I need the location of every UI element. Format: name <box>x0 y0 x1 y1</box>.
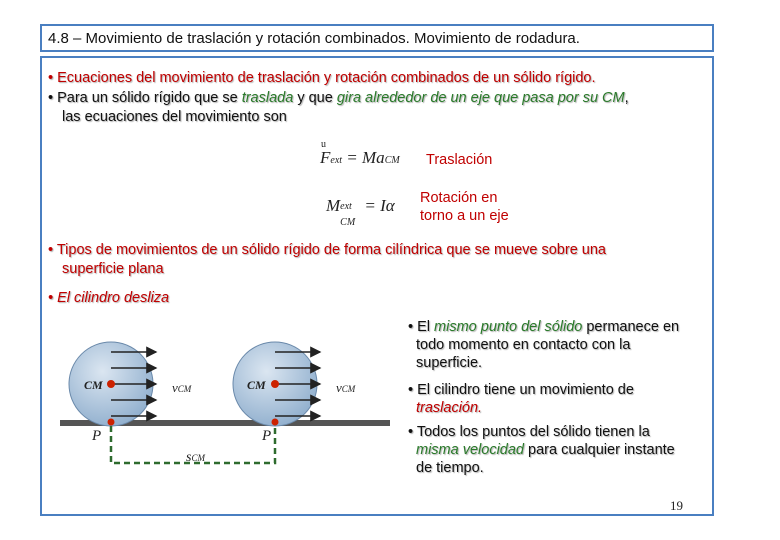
v-label-initial: vCM <box>172 380 192 395</box>
eq2-label-line2: torno a un eje <box>420 208 509 224</box>
cm-label-final: CM <box>247 378 266 392</box>
right-bullet1-line2: todo momento en contacto con la <box>416 337 631 353</box>
eq1-rhs-sub: CM <box>384 155 400 166</box>
eq1-lhs-sub: ext <box>330 155 343 166</box>
slide-title: 4.8 – Movimiento de traslación y rotación combinados. Movimiento de rodadura. <box>48 30 580 47</box>
eq2-rhs: = Iα <box>364 196 395 215</box>
bullet-tipos: • Tipos de movimientos de un sólido rígido de forma cilíndrica que se mueve sobre una <box>48 242 606 258</box>
right-bullet1-line3: superficie. <box>416 355 483 371</box>
p-label-initial: P <box>92 428 102 444</box>
v-label-final: vCM <box>336 380 356 395</box>
eq2-lhs-sup: ext <box>340 201 352 212</box>
p-label-final: P <box>262 428 272 444</box>
right-bullet3: • Todos los puntos del sólido tienen la <box>408 424 650 440</box>
bullet2-line2: las ecuaciones del movimiento son <box>62 109 287 125</box>
right-bullet3-line2: misma velocidad para cualquier instante <box>416 442 675 458</box>
right-bullet1: • El mismo punto del sólido permanece en <box>408 319 680 335</box>
page-number: 19 <box>670 498 683 513</box>
bullet2-gira: gira alrededor de un eje que pasa por su CM <box>336 90 625 106</box>
contact-point-initial <box>108 419 115 426</box>
bullet2-part3: , <box>624 90 629 106</box>
bullet2-part1: • Para un sólido rígido que se <box>48 90 242 106</box>
cm-label-initial: CM <box>84 378 103 392</box>
eq1-rhs: = Ma <box>346 148 385 167</box>
eq2-lhs: M <box>326 196 341 215</box>
right-bullet3-line3: de tiempo. <box>416 460 484 476</box>
right-bullet2: • El cilindro tiene un movimiento de <box>408 382 634 398</box>
eq1-lhs: u F <box>320 139 331 167</box>
eq2-label-line1: Rotación en <box>420 190 498 206</box>
s-cm-label: sCM <box>186 450 205 465</box>
eq2-lhs-sub: CM <box>340 217 356 228</box>
cm-point-initial <box>107 380 115 388</box>
bullet-ecuaciones: • Ecuaciones del movimiento de traslación y rotación combinados de un sólido rígido. <box>48 70 596 86</box>
cm-point-final <box>271 380 279 388</box>
eq1-label: Traslación <box>426 152 493 168</box>
bullet-cilindro-desliza: • El cilindro desliza <box>48 290 170 306</box>
contact-point-final <box>272 419 279 426</box>
bullet-tipos-line2: superficie plana <box>62 261 164 277</box>
right-bullet2-line2: traslación. <box>416 400 483 416</box>
bullet2-traslada: traslada <box>241 90 294 106</box>
bullet2-part2: y que <box>293 90 337 106</box>
